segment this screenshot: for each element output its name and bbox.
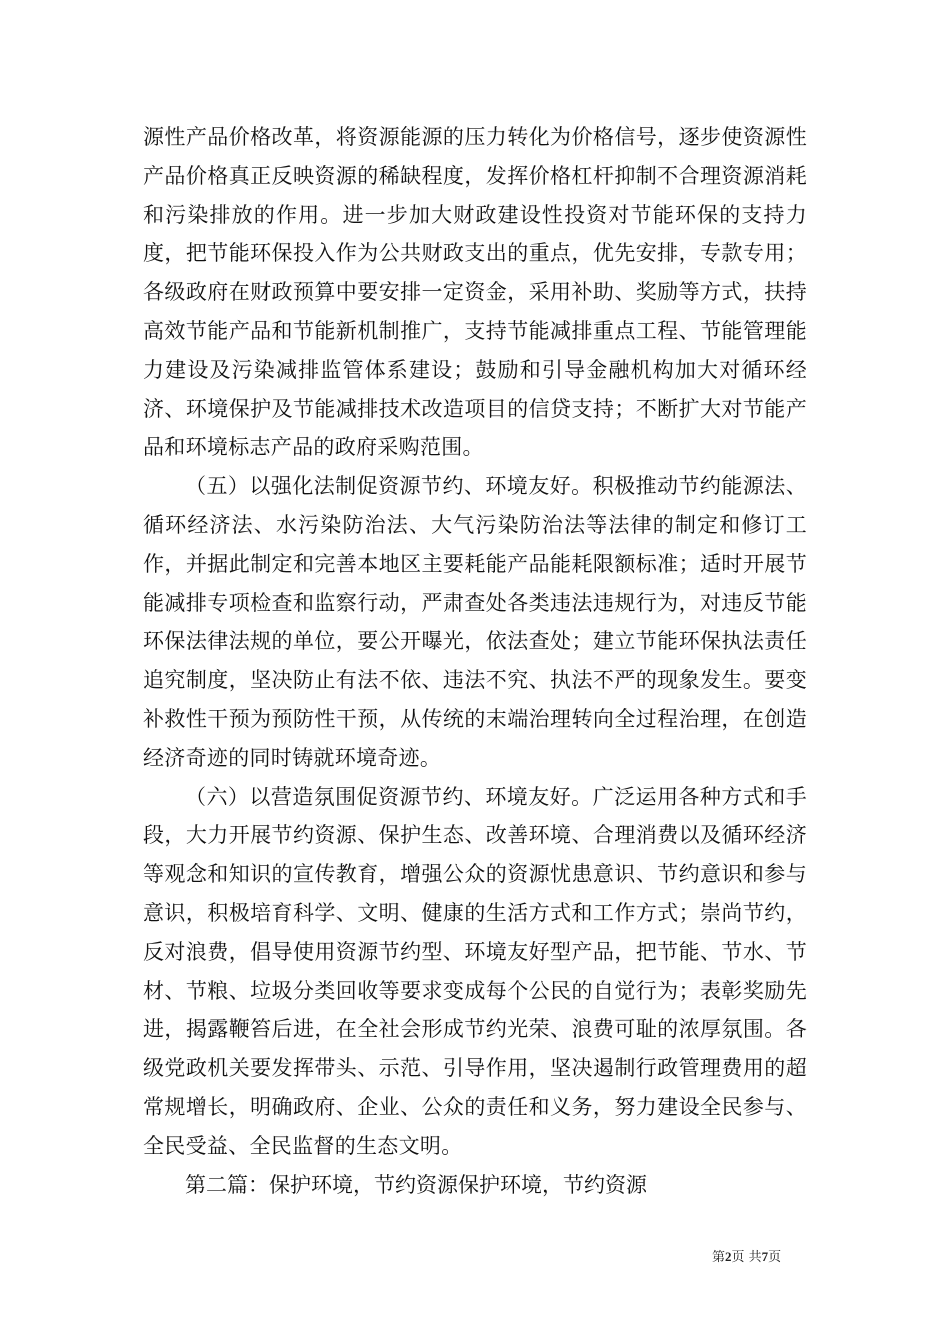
footer-suffix: 页 (768, 1250, 782, 1265)
page-number-footer (712, 1246, 781, 1265)
paragraph-legal-system: （五）以强化法制促资源节约、环境友好。积极推动节约能源法、循环经济法、水污染防治法、大气污染防治法等法律的制定和修订工作，并据此制定和完善本地区主要耗能产品能耗限额标准；适时开展节能减排专项检查和监察行动，严肃查处各类违法违规行为，对违反节能环保法律法规的单位，要公开曝光，依法查处；建立节能环保执法责任追究制度，坚决防止有法不依、违法不究、执法不严的现象发生。要变补救性干预为预防性干预，从传统的末端治理转向全过程治理，在创造经济奇迹的同时铸就环境奇迹。 (143, 474, 807, 770)
footer-prefix: 第 (712, 1250, 726, 1265)
total-page-number: 7 (761, 1249, 769, 1264)
paragraph-public-atmosphere: （六）以营造氛围促资源节约、环境友好。广泛运用各种方式和手段，大力开展节约资源、保护生态、改善环境、合理消费以及循环经济等观念和知识的宣传教育，增强公众的资源忧患意识、节约意识和参与意识，积极培育科学、文明、健康的生活方式和工作方式；崇尚节约，反对浪费，倡导使用资源节约型、环境友好型产品，把节能、节水、节材、节粮、垃圾分类回收等要求变成每个公民的自觉行为；表彰奖励先进，揭露鞭笞后进，在全社会形成节约光荣、浪费可耻的浓厚氛围。各级党政机关要发挥带头、示范、引导作用，坚决遏制行政管理费用的超常规增长，明确政府、企业、公众的责任和义务，努力建设全民参与、全民受益、全民监督的生态文明。 (143, 784, 807, 1158)
section-heading-part-two: 第二篇：保护环境，节约资源保护环境，节约资源 (185, 1172, 647, 1197)
document-body (143, 118, 807, 1204)
paragraph-price-reform: 源性产品价格改革，将资源能源的压力转化为价格信号，逐步使资源性产品价格真正反映资源的稀缺程度，发挥价格杠杆抑制不合理资源消耗和污染排放的作用。进一步加大财政建设性投资对节能环保的支持力度，把节能环保投入作为公共财政支出的重点，优先安排，专款专用；各级政府在财政预算中要安排一定资金，采用补助、奖励等方式，扶持高效节能产品和节能新机制推广，支持节能减排重点工程、节能管理能力建设及污染减排监管体系建设；鼓励和引导金融机构加大对循环经济、环境保护及节能减排技术改造项目的信贷支持；不断扩大对节能产品和环境标志产品的政府采购范围。 (143, 125, 807, 460)
current-page-number: 2 (725, 1249, 732, 1264)
footer-middle: 页 共 (731, 1250, 762, 1265)
